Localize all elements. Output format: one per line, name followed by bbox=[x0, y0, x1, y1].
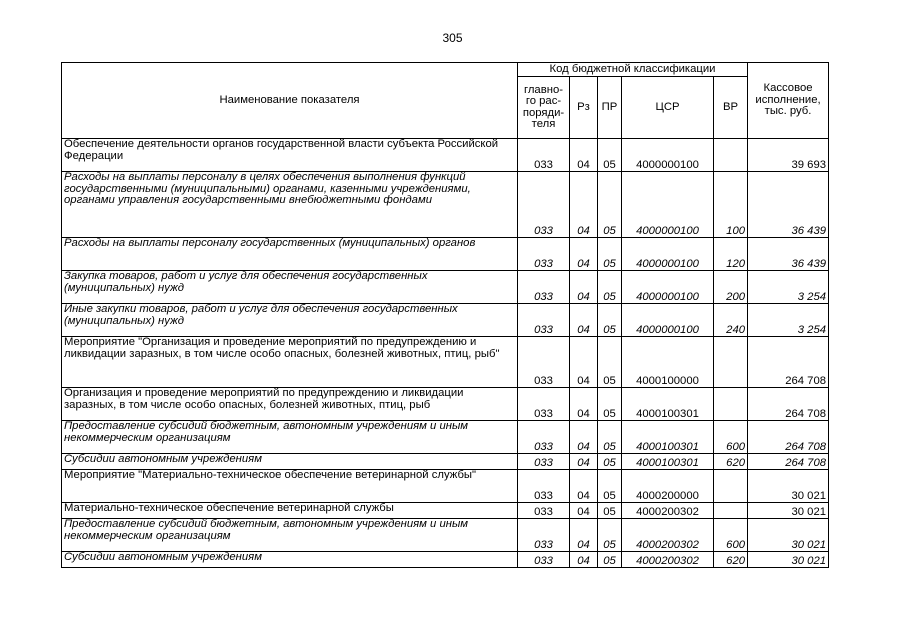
row-rz-code: 04 bbox=[570, 519, 598, 552]
row-vr-code: 120 bbox=[714, 238, 748, 271]
row-csr-code: 4000100301 bbox=[622, 388, 714, 421]
row-glav-code: 033 bbox=[518, 271, 570, 304]
row-csr-code: 4000000100 bbox=[622, 172, 714, 238]
header-name: Наименование показателя bbox=[62, 63, 518, 139]
row-vr-code: 240 bbox=[714, 304, 748, 337]
row-pr-code: 05 bbox=[598, 470, 622, 503]
row-vr-code: 600 bbox=[714, 519, 748, 552]
row-vr-code: 200 bbox=[714, 271, 748, 304]
row-pr-code: 05 bbox=[598, 519, 622, 552]
row-name: Закупка товаров, работ и услуг для обеспечения государственных (муниципальных) нужд bbox=[62, 271, 518, 304]
row-name: Расходы на выплаты персоналу в целях обеспечения выполнения функций государственными (муниципальными) органами, казенными учреждениями, органами управления государственными внебюджетными фондами bbox=[62, 172, 518, 238]
row-glav-code: 033 bbox=[518, 337, 570, 388]
row-amount: 3 254 bbox=[748, 271, 829, 304]
row-pr-code: 05 bbox=[598, 454, 622, 470]
table-row bbox=[62, 271, 829, 304]
row-vr-code bbox=[714, 470, 748, 503]
table-row bbox=[62, 172, 829, 238]
header-amount: Кассовое исполнение, тыс. руб. bbox=[748, 63, 829, 139]
table-row bbox=[62, 139, 829, 172]
row-amount: 264 708 bbox=[748, 454, 829, 470]
row-glav-code: 033 bbox=[518, 519, 570, 552]
row-vr-code bbox=[714, 503, 748, 519]
row-rz-code: 04 bbox=[570, 304, 598, 337]
row-name: Субсидии автономным учреждениям bbox=[62, 552, 518, 568]
row-name: Организация и проведение мероприятий по предупреждению и ликвидации заразных, в том числе особо опасных, болезней животных, птиц, рыб bbox=[62, 388, 518, 421]
row-name: Предоставление субсидий бюджетным, автономным учреждениям и иным некоммерческим организациям bbox=[62, 519, 518, 552]
row-csr-code: 4000000100 bbox=[622, 271, 714, 304]
table-body bbox=[62, 139, 829, 568]
table-row bbox=[62, 519, 829, 552]
row-name: Субсидии автономным учреждениям bbox=[62, 454, 518, 470]
row-vr-code: 600 bbox=[714, 421, 748, 454]
row-csr-code: 4000000100 bbox=[622, 304, 714, 337]
header-code-group: Код бюджетной классификации bbox=[518, 63, 748, 77]
table-row bbox=[62, 388, 829, 421]
row-amount: 36 439 bbox=[748, 238, 829, 271]
row-vr-code bbox=[714, 337, 748, 388]
row-csr-code: 4000000100 bbox=[622, 238, 714, 271]
row-name: Предоставление субсидий бюджетным, автономным учреждениям и иным некоммерческим организациям bbox=[62, 421, 518, 454]
row-pr-code: 05 bbox=[598, 172, 622, 238]
row-pr-code: 05 bbox=[598, 388, 622, 421]
row-glav-code: 033 bbox=[518, 421, 570, 454]
row-amount: 3 254 bbox=[748, 304, 829, 337]
table-row bbox=[62, 421, 829, 454]
row-rz-code: 04 bbox=[570, 503, 598, 519]
page-number: 305 bbox=[442, 31, 463, 45]
row-glav-code: 033 bbox=[518, 470, 570, 503]
row-vr-code bbox=[714, 139, 748, 172]
header-rz: Рз bbox=[570, 77, 598, 139]
row-pr-code: 05 bbox=[598, 552, 622, 568]
row-glav-code: 033 bbox=[518, 503, 570, 519]
row-csr-code: 4000100301 bbox=[622, 454, 714, 470]
row-csr-code: 4000200302 bbox=[622, 519, 714, 552]
row-rz-code: 04 bbox=[570, 470, 598, 503]
table-row bbox=[62, 337, 829, 388]
row-name: Обеспечение деятельности органов государственной власти субъекта Российской Федерации bbox=[62, 139, 518, 172]
row-glav-code: 033 bbox=[518, 388, 570, 421]
row-pr-code: 05 bbox=[598, 271, 622, 304]
row-csr-code: 4000200302 bbox=[622, 503, 714, 519]
row-rz-code: 04 bbox=[570, 172, 598, 238]
table-row bbox=[62, 304, 829, 337]
row-rz-code: 04 bbox=[570, 337, 598, 388]
table-row bbox=[62, 470, 829, 503]
row-pr-code: 05 bbox=[598, 421, 622, 454]
row-name: Иные закупки товаров, работ и услуг для обеспечения государственных (муниципальных) нужд bbox=[62, 304, 518, 337]
row-name: Расходы на выплаты персоналу государственных (муниципальных) органов bbox=[62, 238, 518, 271]
row-glav-code: 033 bbox=[518, 552, 570, 568]
row-amount: 264 708 bbox=[748, 388, 829, 421]
header-vr: ВР bbox=[714, 77, 748, 139]
row-rz-code: 04 bbox=[570, 454, 598, 470]
row-name: Мероприятие "Организация и проведение мероприятий по предупреждению и ликвидации заразных, в том числе особо опасных, болезней животных, птиц, рыб" bbox=[62, 337, 518, 388]
row-amount: 264 708 bbox=[748, 337, 829, 388]
row-rz-code: 04 bbox=[570, 552, 598, 568]
row-rz-code: 04 bbox=[570, 388, 598, 421]
header-glavny: главно-го рас-поряди-теля bbox=[518, 77, 570, 139]
row-rz-code: 04 bbox=[570, 421, 598, 454]
row-rz-code: 04 bbox=[570, 139, 598, 172]
table-row bbox=[62, 503, 829, 519]
table-row bbox=[62, 238, 829, 271]
row-glav-code: 033 bbox=[518, 304, 570, 337]
row-name: Материально-техническое обеспечение ветеринарной службы bbox=[62, 503, 518, 519]
row-rz-code: 04 bbox=[570, 271, 598, 304]
row-vr-code: 100 bbox=[714, 172, 748, 238]
row-pr-code: 05 bbox=[598, 503, 622, 519]
row-amount: 39 693 bbox=[748, 139, 829, 172]
row-glav-code: 033 bbox=[518, 139, 570, 172]
row-csr-code: 4000100000 bbox=[622, 337, 714, 388]
row-csr-code: 4000200302 bbox=[622, 552, 714, 568]
row-csr-code: 4000200000 bbox=[622, 470, 714, 503]
row-vr-code bbox=[714, 388, 748, 421]
row-pr-code: 05 bbox=[598, 337, 622, 388]
header-csr: ЦСР bbox=[622, 77, 714, 139]
row-pr-code: 05 bbox=[598, 304, 622, 337]
budget-table bbox=[61, 62, 829, 568]
row-rz-code: 04 bbox=[570, 238, 598, 271]
table-row bbox=[62, 552, 829, 568]
row-amount: 30 021 bbox=[748, 503, 829, 519]
row-amount: 264 708 bbox=[748, 421, 829, 454]
row-amount: 30 021 bbox=[748, 552, 829, 568]
row-name: Мероприятие "Материально-техническое обеспечение ветеринарной службы" bbox=[62, 470, 518, 503]
header-pr: ПР bbox=[598, 77, 622, 139]
table-row bbox=[62, 454, 829, 470]
row-pr-code: 05 bbox=[598, 139, 622, 172]
row-glav-code: 033 bbox=[518, 238, 570, 271]
row-amount: 30 021 bbox=[748, 519, 829, 552]
row-csr-code: 4000000100 bbox=[622, 139, 714, 172]
row-csr-code: 4000100301 bbox=[622, 421, 714, 454]
row-pr-code: 05 bbox=[598, 238, 622, 271]
row-amount: 30 021 bbox=[748, 470, 829, 503]
row-glav-code: 033 bbox=[518, 172, 570, 238]
row-vr-code: 620 bbox=[714, 552, 748, 568]
row-amount: 36 439 bbox=[748, 172, 829, 238]
row-vr-code: 620 bbox=[714, 454, 748, 470]
row-glav-code: 033 bbox=[518, 454, 570, 470]
